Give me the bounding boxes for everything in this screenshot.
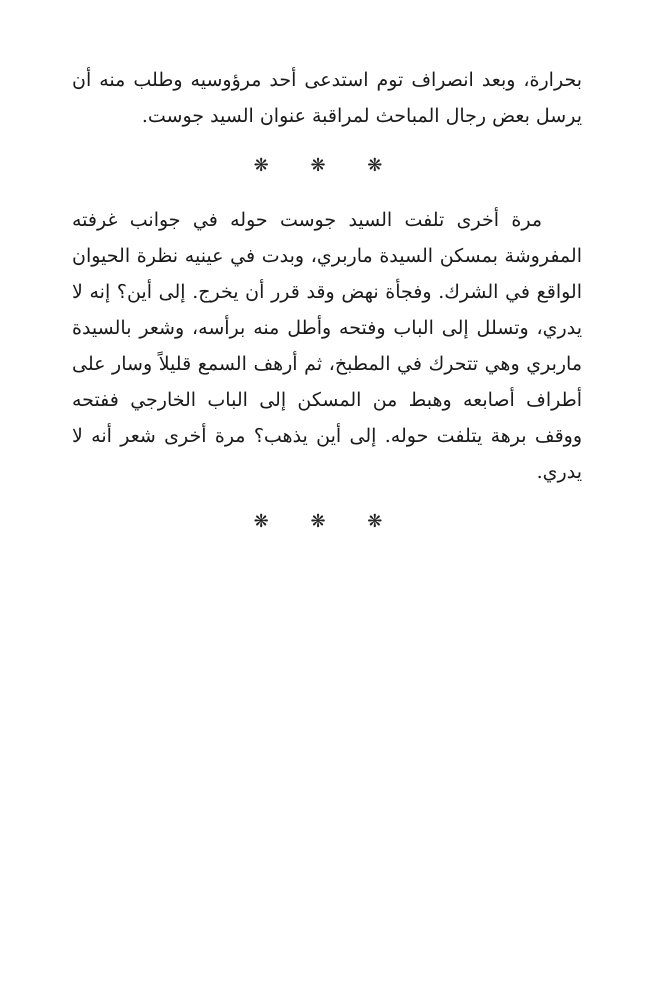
section-separator: ❋ ❋ ❋ [253,155,401,176]
paragraph-continuation: بحرارة، وبعد انصراف توم استدعى أحد مرؤوسيه وطلب منه أن يرسل بعض رجال المباحث لمراقبة عنوان السيد جوست. [72,69,582,127]
section-separator-end: ❋ ❋ ❋ [253,511,401,532]
paragraph-main: مرة أخرى تلفت السيد جوست حوله في جوانب غرفته المفروشة بمسكن السيدة ماربري، وبدت في عينيه نظرة الحيوان الواقع في الشرك. وفجأة نهض وقد قرر أن يخرج. إلى أين؟ إنه لا يدري، وتسلل إلى الباب وفتحه وأطل منه برأسه، وشعر بالسيدة ماربري وهي تتحرك في المطبخ، ثم أرهف السمع قليلاً وسار على أطراف أصابعه وهبط من المسكن إلى الباب الخارجي ففتحه ووقف برهة يتلفت حوله. إلى أين يذهب؟ مرة أخرى شعر أنه لا يدري. [72,209,582,483]
page-content [72,62,582,558]
